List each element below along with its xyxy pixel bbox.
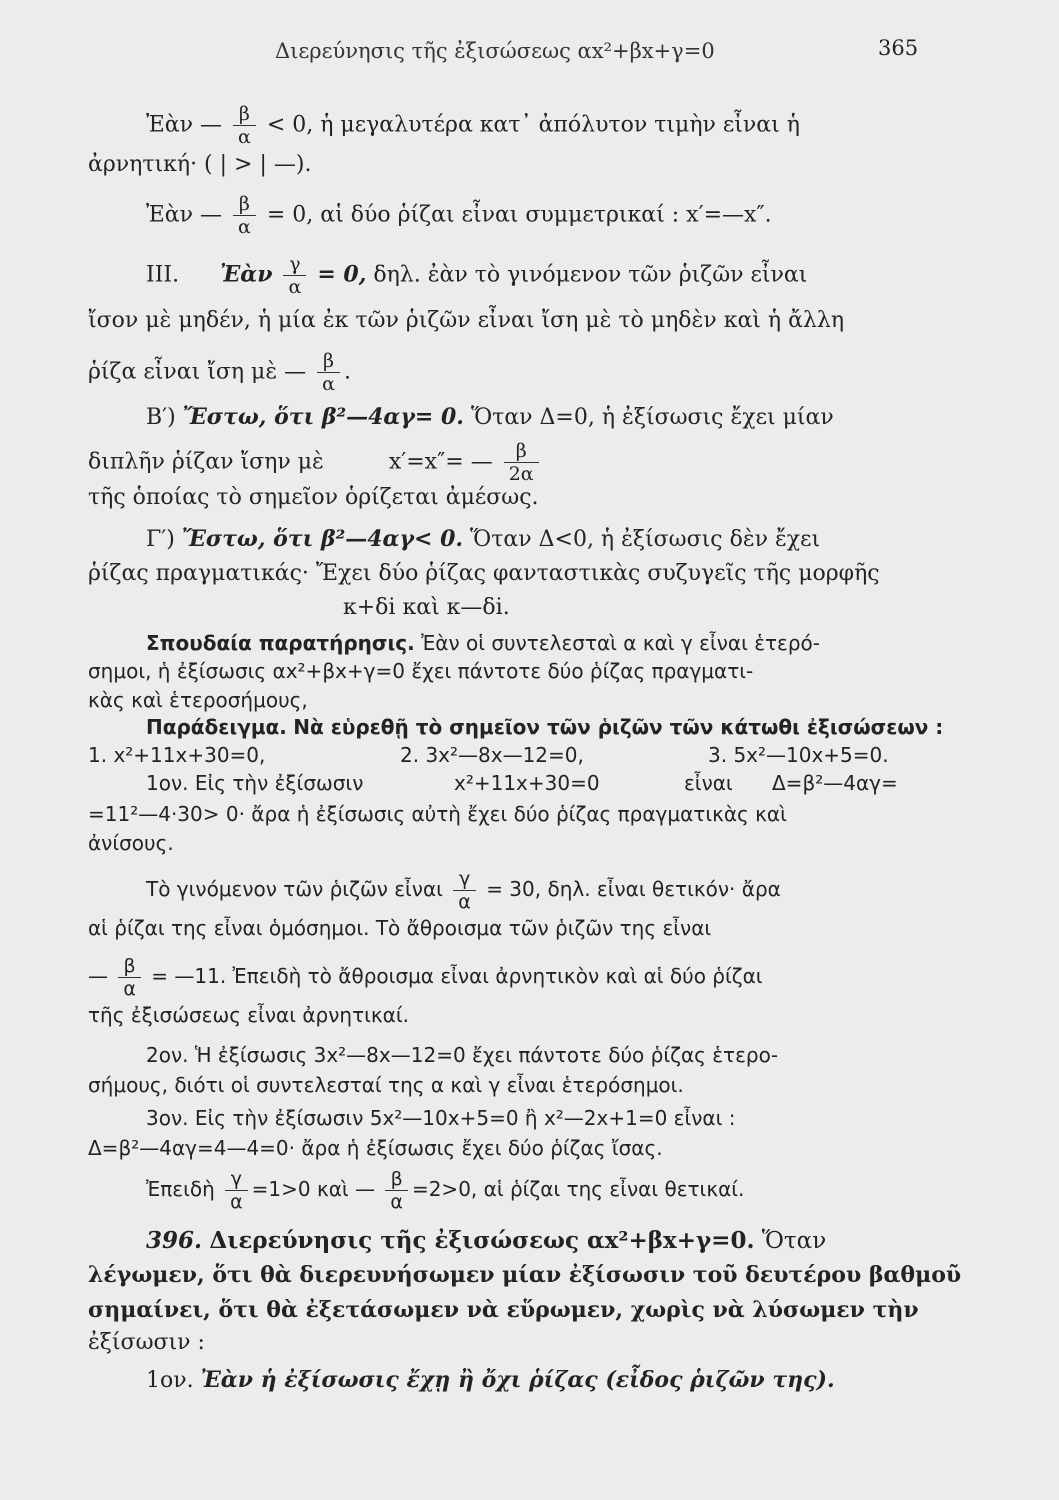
section-title: Διερεύνησις τῆς ἐξισώσεως αx²+βx+γ=0. <box>209 1227 755 1254</box>
page-number: 365 <box>878 36 919 60</box>
fraction-denominator: α <box>458 891 471 913</box>
text-line <box>88 740 988 770</box>
text-line <box>146 1168 744 1213</box>
text-line: Δ=β²—4αγ=4—4=0· ἄρα ἡ ἐξίσωσις ἔχει δύο ῥίζας ἴσας. <box>88 1136 663 1160</box>
text-line <box>146 402 834 433</box>
text-line <box>146 868 781 913</box>
text-span: Ἐὰν — <box>146 112 222 138</box>
fraction <box>385 1168 408 1213</box>
text-span: Νὰ εὑρεθῇ τὸ σημεῖον τῶν ῥιζῶν τῶν κάτωθι ἐξισώσεων : <box>293 715 944 739</box>
text-span: x²+11x+30=0 <box>454 771 600 795</box>
text-span: Παράδειγμα. <box>146 715 287 739</box>
text-span: = 0, αἱ δύο ῥίζαι εἶναι συμμετρικαί : x′=—x″. <box>266 202 772 228</box>
text-span: Ἔστω, ὅτι β²—4αγ= 0. <box>182 404 464 430</box>
text-span: 2. 3x²—8x—12=0, <box>400 743 584 767</box>
fraction <box>233 103 256 148</box>
text-line: =11²—4·30> 0· ἄρα ἡ ἐξίσωσις αὐτὴ ἔχει δύο ῥίζας πραγματικὰς καὶ <box>88 802 787 826</box>
text-span: διπλῆν ῥίζαν ἴσην μὲ <box>88 449 324 475</box>
fraction-denominator: α <box>238 126 251 148</box>
fraction-denominator: α <box>123 978 136 1000</box>
text-span: Ἐὰν <box>220 261 273 288</box>
fraction-numerator: β <box>317 350 340 373</box>
text-line <box>146 768 936 798</box>
text-span: =1>0 καὶ — <box>251 1177 376 1201</box>
text-span: δηλ. ἐὰν τὸ γινόμενον τῶν ῥιζῶν εἶναι <box>373 262 808 288</box>
fraction <box>283 253 306 298</box>
text-line <box>88 440 543 485</box>
text-span: Ἐὰν οἱ συντελεσταὶ α καὶ γ εἶναι ἑτερό- <box>421 631 820 655</box>
fraction-denominator: 2α <box>508 463 534 485</box>
text-line <box>146 712 943 742</box>
fraction-numerator: γ <box>453 868 476 891</box>
text-span: . <box>343 359 351 385</box>
fraction-numerator: β <box>385 1168 408 1191</box>
text-span: Ὅταν <box>761 1228 827 1254</box>
fraction <box>453 868 476 913</box>
text-line: σήμους, διότι οἱ συντελεσταί της α καὶ γ εἶναι ἑτερόσημοι. <box>88 1073 684 1097</box>
text-line <box>146 193 772 238</box>
fraction-denominator: α <box>238 216 251 238</box>
text-span: Δ=β²—4αγ= <box>772 771 898 795</box>
text-line: ἐξίσωσιν : <box>88 1330 205 1355</box>
text-span: 3. 5x²—10x+5=0. <box>708 743 889 767</box>
fraction-numerator: β <box>233 103 256 126</box>
text-span: 1. x²+11x+30=0, <box>88 743 266 767</box>
text-span: Ἐὰν — <box>146 202 222 228</box>
fraction-denominator: α <box>288 276 302 298</box>
text-line <box>146 628 820 658</box>
text-span: x′=x″= — <box>388 449 493 475</box>
text-span: Ἐπειδὴ <box>146 1177 215 1201</box>
text-line: τῆς ὁποίας τὸ σημεῖον ὁρίζεται ἀμέσως. <box>88 485 539 510</box>
fraction <box>225 1168 248 1213</box>
fraction <box>233 193 256 238</box>
fraction-numerator: γ <box>225 1168 248 1191</box>
fraction <box>317 350 340 395</box>
text-line <box>146 253 807 298</box>
text-span: < 0, ἡ μεγαλυτέρα κατ᾽ ἀπόλυτον τιμὴν εἶναι ἡ <box>266 112 800 138</box>
fraction-numerator: β <box>233 193 256 216</box>
section-number: 396. <box>146 1227 203 1254</box>
text-span: III. <box>146 262 180 288</box>
text-span: Β′) <box>146 405 176 430</box>
text-line: ἀνίσους. <box>88 831 174 855</box>
text-line <box>146 1365 835 1396</box>
text-line: κὰς καὶ ἑτεροσήμους, <box>88 688 308 712</box>
text-span: Σπουδαία παρατήρησις. <box>146 631 415 655</box>
text-span: = 30, δηλ. εἶναι θετικόν· ἄρα <box>486 877 781 901</box>
text-span: Ἐὰν ἡ ἐξίσωσις ἔχῃ ἢ ὄχι ῥίζας (εἶδος ῥιζῶν της). <box>200 1367 835 1393</box>
fraction-denominator: α <box>230 1191 243 1213</box>
fraction-denominator: α <box>322 373 335 395</box>
text-line <box>88 955 763 1000</box>
text-line <box>146 524 820 555</box>
fraction <box>118 955 141 1000</box>
text-line <box>146 103 800 148</box>
fraction-numerator: γ <box>283 253 306 276</box>
fraction-numerator: β <box>504 440 539 463</box>
text-line: σημοι, ἡ ἐξίσωσις αx²+βx+γ=0 ἔχει πάντοτε δύο ῥίζας πραγματι- <box>88 659 754 683</box>
text-span: =2>0, αἱ ῥίζαι της εἶναι θετικαί. <box>411 1177 745 1201</box>
text-line: κ+δi καὶ κ—δi. <box>343 595 510 620</box>
text-span: ῥίζα εἶναι ἴση μὲ — <box>88 359 307 385</box>
text-span: 1ον. Εἰς τὴν ἐξίσωσιν <box>146 771 364 795</box>
text-span: Γ′) <box>146 527 175 552</box>
text-span: = —11. Ἐπειδὴ τὸ ἄθροισμα εἶναι ἀρνητικὸν καὶ αἱ δύο ῥίζαι <box>151 964 763 988</box>
text-line: τῆς ἐξισώσεως εἶναι ἀρνητικαί. <box>88 1003 409 1027</box>
text-line: αἱ ῥίζαι της εἶναι ὁμόσημοι. Τὸ ἄθροισμα τῶν ῥιζῶν της εἶναι <box>88 916 712 940</box>
section-heading <box>146 1226 826 1256</box>
running-title: Διερεύνησις τῆς ἐξισώσεως αx²+βx+γ=0 <box>275 39 715 63</box>
text-span: Ἔστω, ὅτι β²—4αγ< 0. <box>181 526 464 552</box>
text-span: — <box>88 964 108 988</box>
text-line: ἴσον μὲ μηδέν, ἡ μία ἐκ τῶν ῥιζῶν εἶναι ἴση μὲ τὸ μηδὲν καὶ ἡ ἄλλη <box>88 308 845 333</box>
text-line: 3ον. Εἰς τὴν ἐξίσωσιν 5x²—10x+5=0 ἢ x²—2x+1=0 εἶναι : <box>146 1106 736 1130</box>
text-line: σημαίνει, ὅτι θὰ ἐξετάσωμεν νὰ εὕρωμεν, χωρὶς νὰ λύσωμεν τὴν <box>88 1297 919 1323</box>
fraction-numerator: β <box>118 955 141 978</box>
text-span: Ὅταν Δ<0, ἡ ἐξίσωσις δὲν ἔχει <box>470 527 821 552</box>
text-span: 1ον. <box>146 1368 194 1393</box>
text-line <box>88 350 351 395</box>
text-line: λέγωμεν, ὅτι θὰ διερευνήσωμεν μίαν ἐξίσωσιν τοῦ δευτέρου βαθμοῦ <box>88 1262 962 1288</box>
fraction-denominator: α <box>390 1191 403 1213</box>
text-line: ἀρνητική· ( | > | —). <box>88 152 312 177</box>
text-line: 2ον. Ἡ ἐξίσωσις 3x²—8x—12=0 ἔχει πάντοτε δύο ῥίζας ἑτερο- <box>146 1043 779 1067</box>
text-span: Ὅταν Δ=0, ἡ ἐξίσωσις ἔχει μίαν <box>470 405 834 430</box>
fraction <box>504 440 539 485</box>
text-span: εἶναι <box>684 771 733 795</box>
text-span: = 0, <box>317 261 367 288</box>
text-line: ῥίζας πραγματικάς· Ἔχει δύο ῥίζας φανταστικὰς συζυγεῖς τῆς μορφῆς <box>88 561 880 586</box>
text-span: Τὸ γινόμενον τῶν ῥιζῶν εἶναι <box>146 877 443 901</box>
